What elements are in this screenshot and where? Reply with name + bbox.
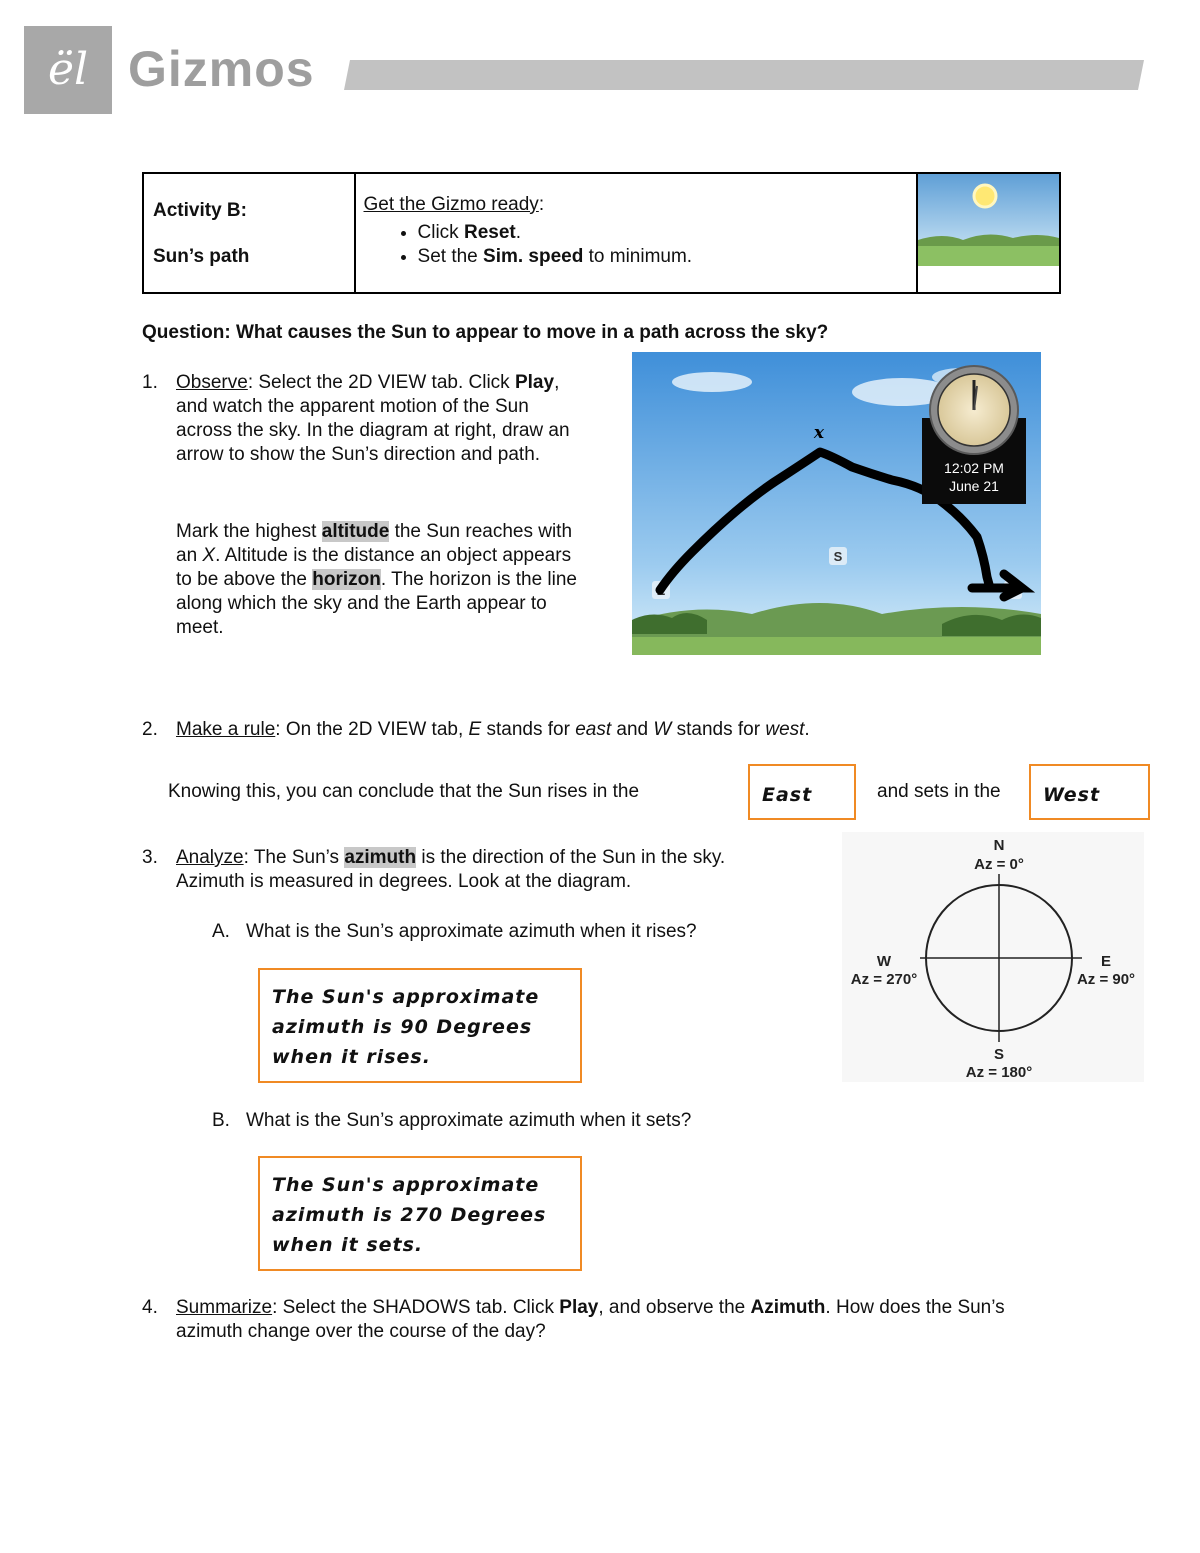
q3a-question: What is the Sun’s approximate azimuth when it rises?: [246, 921, 697, 942]
gizmo-ready-heading: Get the Gizmo ready: [363, 194, 539, 215]
label-west: W: [1006, 583, 1020, 598]
compass-s-az: Az = 180°: [965, 1064, 1033, 1081]
q1-paragraph-2: Mark the highest altitude the Sun reaches with an X. Altitude is the distance an object appears to be above the horizon. The horizon is the line along which the sky and the Earth appear to meet.: [176, 521, 577, 638]
activity-table: [142, 172, 1061, 294]
clock-date: June 21: [949, 478, 999, 494]
question-heading: Question: What causes the Sun to appear to move in a path across the sky?: [142, 322, 829, 343]
sky-thumbnail-image: [918, 174, 1059, 266]
compass-s: S: [993, 1046, 1005, 1063]
gizmos-logo-icon: ël: [47, 44, 89, 95]
ready-steps: [356, 221, 916, 269]
q4-label: Summarize: [176, 1297, 273, 1318]
highlight-altitude: altitude: [321, 521, 390, 542]
header-bar: [344, 60, 1144, 90]
thumbnail-cell: [917, 173, 1060, 293]
activity-title-cell: [143, 173, 355, 293]
q2-number: 2.: [142, 719, 158, 740]
rise-answer-field[interactable]: [748, 764, 856, 820]
highlight-azimuth: azimuth: [344, 847, 417, 868]
q2-paragraph: Make a rule: On the 2D VIEW tab, E stands for east and W stands for west.: [176, 719, 810, 740]
q3b-number: B.: [212, 1110, 230, 1131]
set-answer-field[interactable]: [1029, 764, 1150, 820]
compass-w: W: [876, 953, 892, 970]
compass-n-az: Az = 0°: [974, 856, 1024, 873]
step-sim-speed: • Set the Sim. speed to minimum.: [418, 245, 916, 269]
label-east: E: [656, 583, 666, 598]
q1-label: Observe: [176, 372, 248, 393]
compass-n: N: [993, 837, 1005, 854]
q3a-answer-field[interactable]: [258, 968, 582, 1083]
q3a-answer-text: The Sun's approximate azimuth is 90 Degrees when it rises.: [272, 986, 540, 1068]
q3-label: Analyze: [176, 847, 244, 868]
label-south: S: [833, 549, 843, 564]
compass-e-az: Az = 90°: [1076, 971, 1136, 988]
set-answer-text: West: [1043, 784, 1101, 806]
q3a-number: A.: [212, 921, 230, 942]
q3-paragraph: Analyze: The Sun’s azimuth is the direction of the Sun in the sky. Azimuth is measured in degrees. Look at the diagram.: [176, 847, 726, 892]
clock-time: 12:02 PM: [944, 460, 1004, 476]
highest-altitude-mark: x: [813, 423, 825, 443]
highlight-horizon: horizon: [312, 569, 381, 590]
q2-label: Make a rule: [176, 719, 276, 740]
compass-e: E: [1100, 953, 1112, 970]
q1-paragraph: Observe: Select the 2D VIEW tab. Click Play, and watch the apparent motion of the Sun across the sky. In the diagram at right, draw an arrow to show the Sun’s direction and path.: [176, 372, 570, 465]
q3b-question: What is the Sun’s approximate azimuth when it sets?: [246, 1110, 692, 1131]
step-reset: • Click Reset.: [418, 221, 916, 245]
compass-w-az: Az = 270°: [850, 971, 918, 988]
gizmo-ready-cell: Get the Gizmo ready: • Click Reset. • Set the Sim. speed to minimum.: [355, 173, 917, 293]
q4-number: 4.: [142, 1297, 158, 1318]
activity-title: Activity B:: [153, 200, 247, 221]
rise-answer-text: East: [762, 784, 813, 806]
q3b-answer-field[interactable]: [258, 1156, 582, 1271]
sun-path-diagram: [632, 352, 1041, 655]
q3-number: 3.: [142, 847, 158, 868]
q2-sets-text: and sets in the: [877, 781, 1001, 802]
q4-paragraph: Summarize: Select the SHADOWS tab. Click Play, and observe the Azimuth. How does the Sun’s azimuth change over the course of the day?: [176, 1297, 1005, 1342]
azimuth-compass-diagram: [842, 832, 1144, 1082]
activity-subtitle: Sun’s path: [153, 246, 250, 267]
q3b-answer-text: The Sun's approximate azimuth is 270 Degrees when it sets.: [272, 1174, 547, 1256]
q1-number: 1.: [142, 372, 158, 393]
gizmos-wordmark: Gizmos: [128, 41, 315, 97]
q2-conclude-text: Knowing this, you can conclude that the Sun rises in the: [168, 781, 640, 802]
sun-icon: [974, 185, 996, 207]
